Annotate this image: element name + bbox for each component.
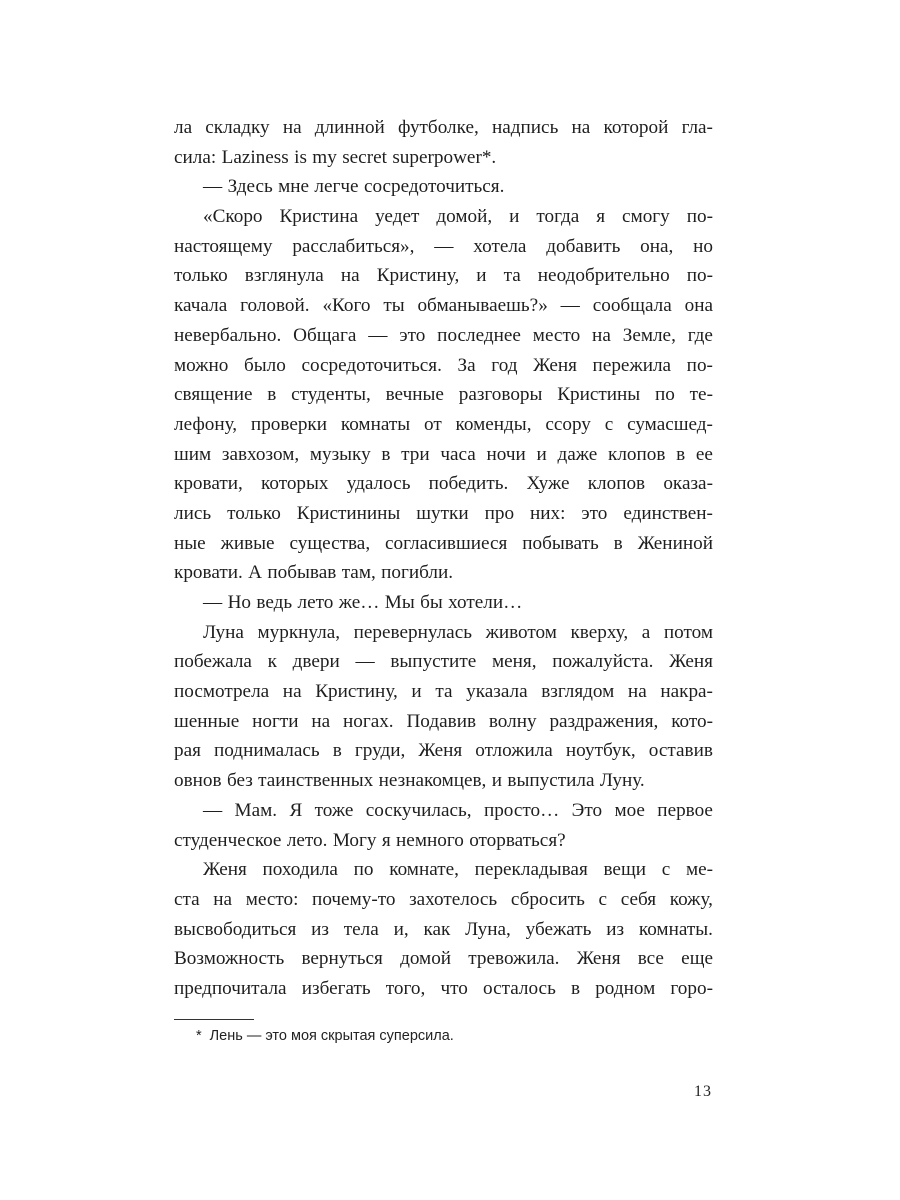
text-line: лефону, проверки комнаты от коменды, ссору с сумасшед- [174, 413, 713, 435]
text-line: кровати. А побывав там, погибли. [174, 562, 454, 584]
text-line: студенческое лето. Могу я немного оторваться? [174, 829, 566, 851]
footnote [196, 1028, 454, 1044]
text-line: кровати, которых удалось победить. Хуже клопов оказа- [174, 473, 713, 495]
text-line: посмотрела на Кристину, и та указала взглядом на накра- [174, 681, 713, 703]
text-line: побежала к двери — выпустите меня, пожалуйста. Женя [174, 651, 713, 673]
text-line: шим завхозом, музыку в три часа ночи и даже клопов в ее [174, 443, 713, 465]
text-line: шенные ногти на ногах. Подавив волну раздражения, кото- [174, 710, 713, 732]
text-line: лись только Кристинины шутки про них: это единствен- [174, 502, 713, 524]
text-line: невербально. Общага — это последнее место на Земле, где [174, 324, 713, 346]
text-line: — Но ведь лето же… Мы бы хотели… [203, 592, 523, 613]
text-line: можно было сосредоточиться. За год Женя пережила по- [174, 354, 713, 376]
footnote-divider [174, 1019, 254, 1020]
text-line: — Здесь мне легче сосредоточиться. [203, 176, 505, 198]
text-line: Луна муркнула, перевернулась животом кверху, а потом [203, 621, 713, 643]
text-line: Женя походила по комнате, перекладывая вещи с ме- [203, 859, 713, 881]
text-line: только взглянула на Кристину, и та неодобрительно по- [174, 265, 713, 287]
text-line: овнов без таинственных незнакомцев, и выпустила Луну. [174, 770, 645, 792]
text-line: высвободиться из тела и, как Луна, убежать из комнаты. [174, 918, 713, 940]
text-line: рая поднималась в груди, Женя отложила ноутбук, оставив [174, 740, 713, 762]
text-line: — Мам. Я тоже соскучилась, просто… Это мое первое [203, 799, 713, 821]
body-text [174, 113, 713, 1004]
footnote-mark: * [196, 1028, 202, 1044]
footnote-text: Лень — это моя скрытая суперсила. [209, 1028, 454, 1044]
text-line: ла складку на длинной футболке, надпись на которой гла- [174, 117, 713, 138]
text-line: сила: Laziness is my secret superpower*. [174, 146, 497, 168]
text-line: предпочитала избегать того, что осталось в родном горо- [174, 977, 713, 999]
text-line: настоящему расслабиться», — хотела добавить она, но [174, 235, 713, 257]
text-line: «Скоро Кристина уедет домой, и тогда я смогу по- [203, 206, 713, 228]
text-line: Возможность вернуться домой тревожила. Женя все еще [174, 948, 713, 970]
page-number: 13 [694, 1083, 712, 1100]
text-line: священие в студенты, вечные разговоры Кристины по те- [174, 384, 713, 406]
text-line: ста на место: почему-то захотелось сбросить с себя кожу, [174, 888, 713, 910]
text-line: качала головой. «Кого ты обманываешь?» — сообщала она [174, 295, 713, 317]
text-line: ные живые существа, согласившиеся побывать в Жениной [174, 532, 713, 554]
